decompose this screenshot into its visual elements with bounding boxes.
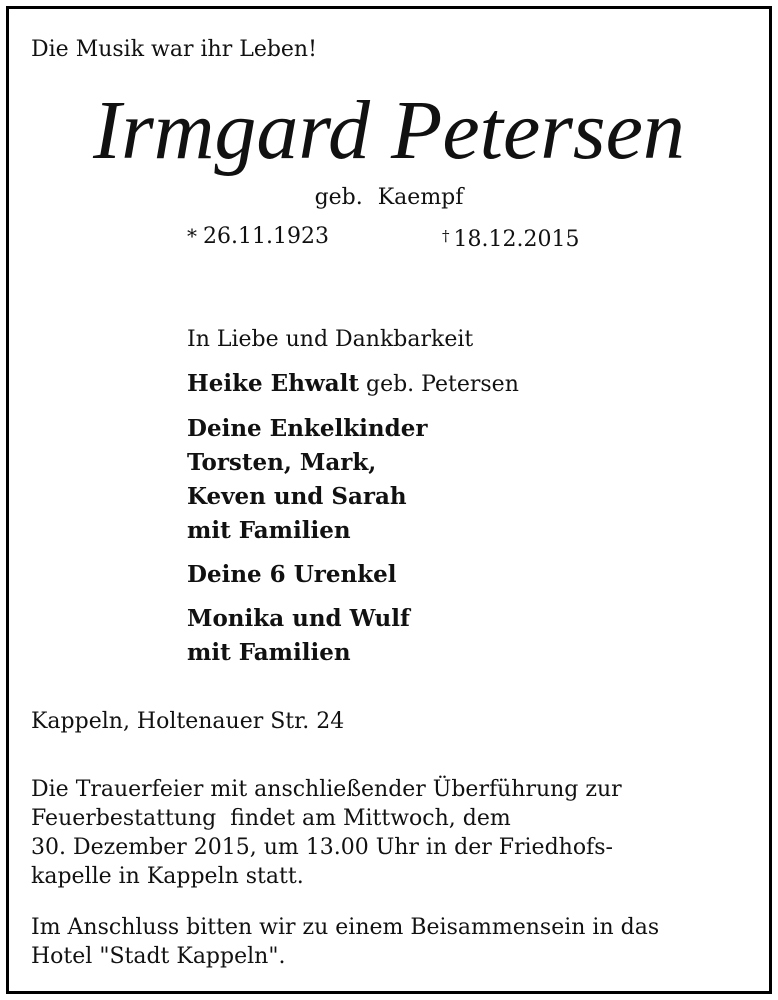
gathering-line: Hotel "Stadt Kappeln". — [31, 944, 286, 969]
birth-name-prefix: geb. — [314, 185, 370, 210]
grandchildren-names-1: Torsten, Mark, — [187, 449, 377, 476]
service-line: 30. Dezember 2015, um 13.00 Uhr in der Friedhofs- — [31, 835, 613, 860]
deceased-name: Irmgard Petersen — [93, 84, 685, 177]
great-grandchildren: Deine 6 Urenkel — [187, 561, 397, 588]
birth-date-line — [187, 223, 329, 250]
death-date-line — [442, 223, 579, 253]
death-cross-icon: † — [442, 227, 450, 245]
service-line: kapelle in Kappeln statt. — [31, 864, 304, 889]
grandchildren-families: mit Familien — [187, 517, 351, 544]
daughter-line — [187, 367, 687, 402]
daughter-name: Heike Ehwalt — [187, 370, 359, 397]
grandchildren-names-2: Keven und Sarah — [187, 483, 407, 510]
service-line: Die Trauerfeier mit anschließender Überführung zur — [31, 777, 622, 802]
others-families: mit Familien — [187, 639, 351, 666]
mourners-intro: In Liebe und Dankbarkeit — [187, 327, 474, 352]
service-line: Feuerbestattung findet am Mittwoch, dem — [31, 806, 511, 831]
death-date: 18.12.2015 — [453, 227, 580, 252]
daughter-born-name: geb. Petersen — [366, 372, 519, 397]
grandchildren-heading: Deine Enkelkinder — [187, 415, 428, 442]
service-paragraph — [31, 775, 756, 891]
birth-star-icon: * — [187, 224, 197, 248]
birth-name — [9, 185, 769, 211]
gathering-line: Im Anschluss bitten wir zu einem Beisammensein in das — [31, 915, 660, 940]
address: Kappeln, Holtenauer Str. 24 — [31, 709, 345, 734]
gathering-paragraph — [31, 913, 756, 971]
obituary-notice — [6, 6, 772, 994]
birth-date: 26.11.1923 — [203, 224, 329, 249]
motto: Die Musik war ihr Leben! — [31, 37, 317, 62]
others-names: Monika und Wulf — [187, 605, 410, 632]
birth-name-value: Kaempf — [377, 185, 464, 210]
mourners-block — [187, 323, 687, 670]
